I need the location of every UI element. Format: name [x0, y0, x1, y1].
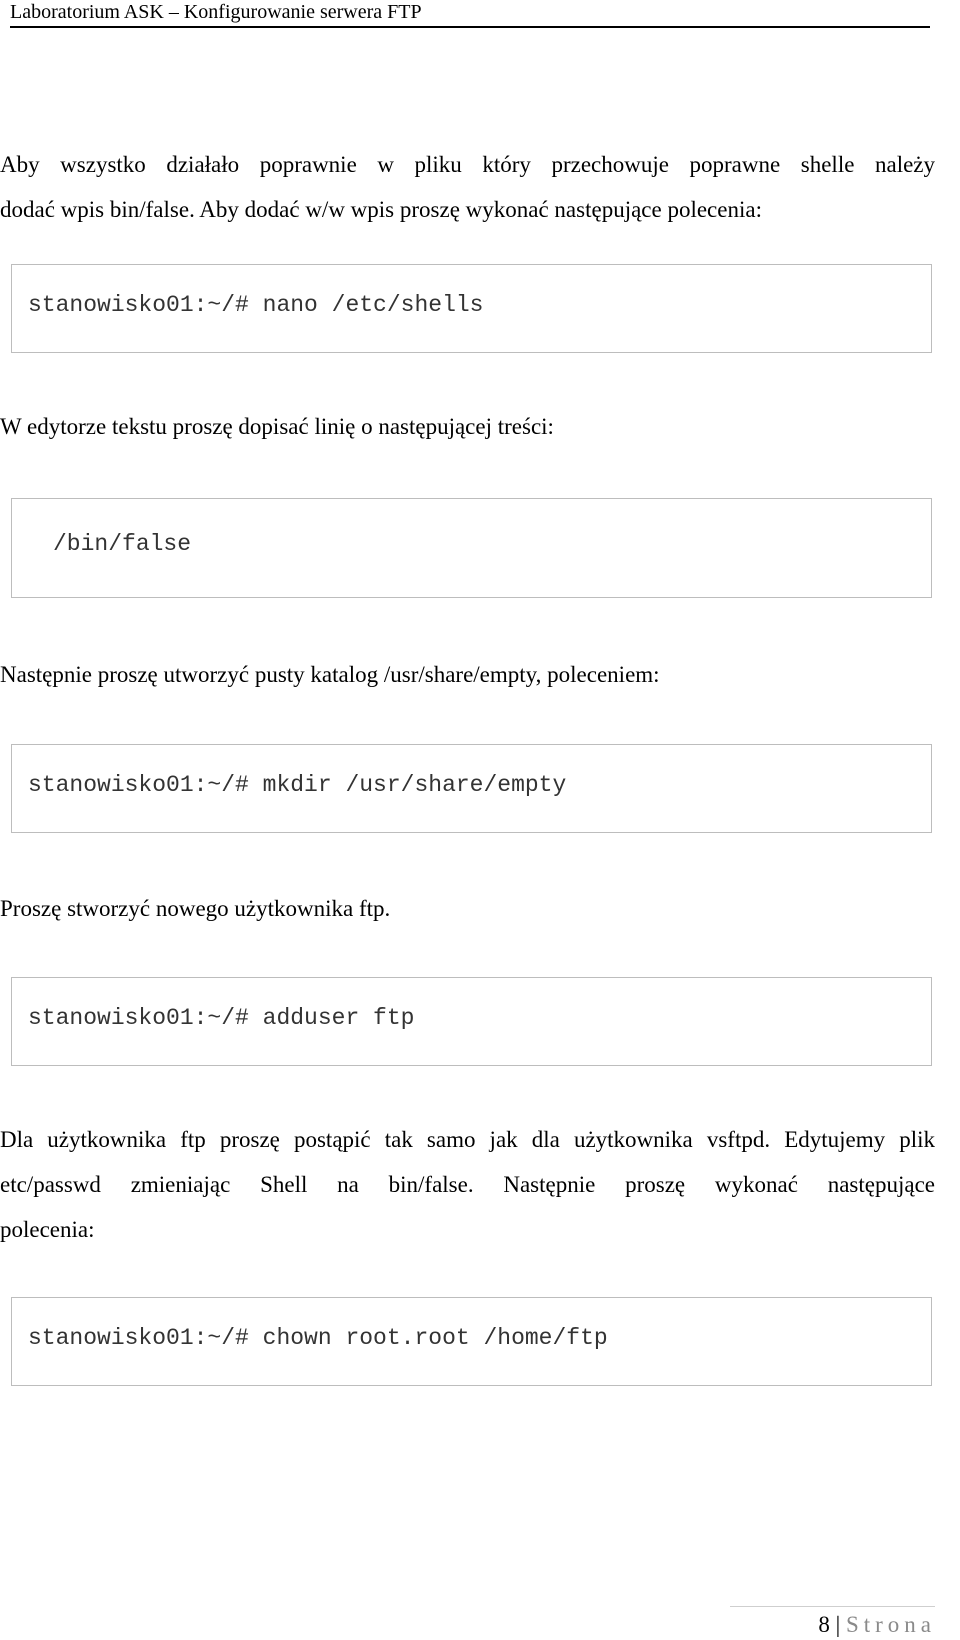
paragraph-line: Proszę stworzyć nowego użytkownika ftp.: [0, 896, 391, 921]
command-text: stanowisko01:~/# mkdir /usr/share/empty: [28, 772, 567, 798]
paragraph-intro: [0, 142, 935, 232]
paragraph-adduser: [0, 886, 935, 931]
page-footer: [818, 1610, 936, 1640]
header-title: Laboratorium ASK – Konfigurowanie serwera FTP: [10, 1, 422, 23]
command-text: stanowisko01:~/# chown root.root /home/ftp: [28, 1325, 608, 1351]
command-box-nano: [11, 264, 932, 353]
command-text: /bin/false: [53, 531, 192, 557]
command-box-chown: [11, 1297, 932, 1386]
command-text: stanowisko01:~/# adduser ftp: [28, 1005, 415, 1031]
paragraph-line: dodać wpis bin/false. Aby dodać w/w wpis proszę wykonać następujące polecenia:: [0, 197, 762, 222]
paragraph-line: etc/passwd zmieniając Shell na bin/false. Następnie proszę wykonać następujące: [0, 1172, 935, 1197]
page-label: Strona: [845, 1612, 936, 1637]
page-number: 8: [818, 1612, 830, 1637]
command-box-adduser: [11, 977, 932, 1066]
command-box-mkdir: [11, 744, 932, 833]
paragraph-editor: [0, 404, 935, 449]
command-text: stanowisko01:~/# nano /etc/shells: [28, 292, 484, 318]
command-box-bin-false: [11, 498, 932, 598]
paragraph-mkdir: [0, 652, 935, 697]
paragraph-line: Następnie proszę utworzyć pusty katalog /usr/share/empty, poleceniem:: [0, 662, 660, 687]
paragraph-line: polecenia:: [0, 1217, 95, 1242]
paragraph-passwd: [0, 1117, 935, 1252]
paragraph-line: Dla użytkownika ftp proszę postąpić tak samo jak dla użytkownika vsftpd. Edytujemy plik: [0, 1127, 935, 1152]
paragraph-line: W edytorze tekstu proszę dopisać linię o następującej treści:: [0, 414, 554, 439]
footer-divider: [730, 1606, 935, 1607]
footer-separator: |: [835, 1612, 841, 1637]
paragraph-line: Aby wszystko działało poprawnie w pliku który przechowuje poprawne shelle należy: [0, 152, 935, 177]
page-header: [10, 0, 930, 28]
